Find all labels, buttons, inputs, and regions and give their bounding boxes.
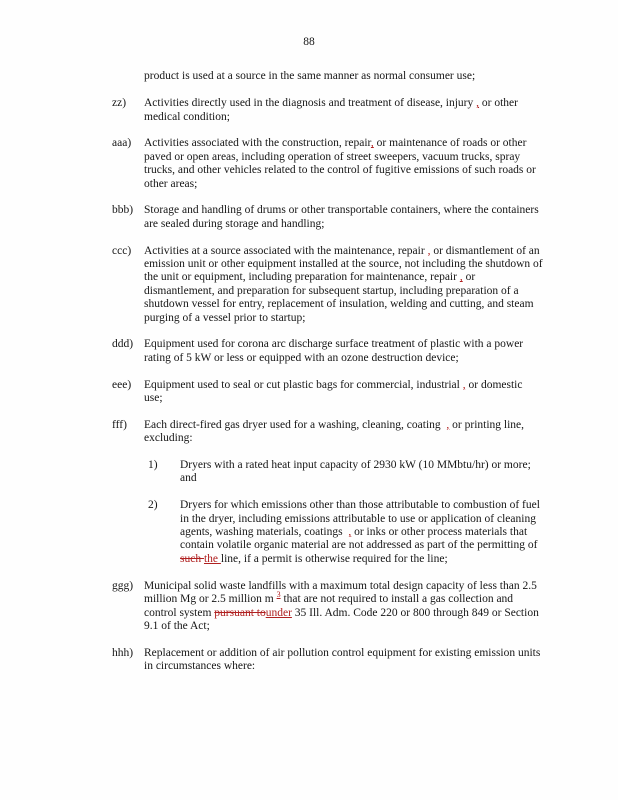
list-item — [112, 379, 543, 406]
list-item — [112, 647, 543, 674]
item-body — [144, 580, 543, 634]
text-run: or inks or other process materials that contain volatile organic material are not addressed as part of the permitting of — [180, 526, 541, 552]
text-run: Dryers for which emissions other than those attributable to combustion of fuel in the dryer, including emissions attributable to use or application of cleaning agents, washing materials, coatings — [180, 499, 543, 539]
text-run: that are not required to install a gas collection and control system — [144, 593, 516, 619]
item-label: ccc) — [112, 244, 132, 257]
text-run: or other medical condition; — [144, 97, 521, 123]
item-label: hhh) — [112, 646, 134, 659]
text-run: or printing line, excluding: — [144, 418, 527, 445]
item-text — [144, 244, 546, 325]
items-list — [112, 97, 546, 673]
deleted-text: pursuant to — [214, 606, 266, 619]
inserted-text: , — [476, 97, 480, 110]
item-label: aaa) — [112, 137, 132, 150]
text-run: Activities associated with the construction, repair — [144, 137, 371, 150]
item-body — [144, 419, 543, 566]
text-run: Replacement or addition of air pollution control equipment for existing emission units in circumstances where: — [144, 646, 544, 673]
text-run: line, if a permit is otherwise required for the line; — [220, 552, 448, 565]
list-item — [112, 580, 543, 634]
inserted-text: , — [348, 526, 352, 539]
text-run: or dismantlement of an emission unit or other equipment installed at the source, not including the shutdown of the unit or equipment, including preparation for maintenance, repair — [144, 244, 546, 284]
text-run: Municipal solid waste landfills with a maximum total design capacity of less than 2.5 million Mg or 2.5 million m — [144, 579, 540, 606]
item-text — [144, 338, 543, 365]
item-label: ddd) — [112, 338, 134, 351]
inserted-text: , — [446, 418, 450, 431]
sub-list-item — [144, 499, 543, 566]
item-text — [144, 204, 543, 231]
text-run: or dismantlement, and preparation for subsequent startup, including preparation of a shutdown vessel for entry, replacement of insulation, welding and cutting, and steam purging of a vessel prior to startup; — [144, 271, 537, 324]
inserted-text: , — [370, 137, 374, 150]
inserted-text: 3 — [276, 590, 281, 600]
item-label: fff) — [112, 418, 127, 431]
list-item — [112, 204, 543, 231]
item-label: ggg) — [112, 579, 134, 592]
item-body — [144, 97, 543, 124]
text-run: or maintenance of roads or other paved or open areas, including operation of street sweepers, vacuum trucks, spray trucks, and other vehicles related to the control of fugitive emissions of such roads or other areas; — [144, 137, 539, 190]
item-label: eee) — [112, 378, 132, 391]
item-body — [144, 647, 543, 674]
item-body — [144, 338, 543, 365]
text-run: Equipment used to seal or cut plastic bags for commercial, industrial — [144, 378, 463, 391]
item-text — [144, 419, 543, 446]
page-number: 88 — [303, 36, 315, 48]
text-run: Equipment used for corona arc discharge surface treatment of plastic with a power rating of 5 kW or less or equipped with an ozone destruction device; — [144, 338, 527, 364]
item-label: zz) — [112, 97, 127, 110]
inserted-text: , — [427, 244, 431, 257]
continuation-text: product is used at a source in the same manner as normal consumer use; — [144, 70, 476, 83]
item-text — [144, 580, 543, 634]
deleted-text: such — [180, 552, 204, 565]
list-item — [112, 419, 543, 566]
text-run: Dryers with a rated heat input capacity of 2930 kW (10 MMbtu/hr) or more; and — [180, 459, 534, 485]
item-text — [144, 137, 543, 191]
item-text — [144, 97, 543, 124]
inserted-text: , — [462, 378, 466, 391]
item-body — [144, 137, 543, 191]
text-run: Each direct-fired gas dryer used for a washing, cleaning, coating — [144, 418, 447, 431]
document-content — [112, 70, 546, 673]
text-run: 35 Ill. Adm. Code 220 or 800 through 849 or Section 9.1 of the Act; — [144, 606, 542, 632]
subitem-body — [180, 499, 543, 566]
list-item — [112, 137, 543, 191]
subitem-body — [180, 459, 543, 486]
item-text — [144, 379, 543, 406]
text-run: or domestic use; — [144, 378, 526, 405]
subitem-label: 1) — [148, 459, 158, 472]
item-body — [144, 204, 543, 231]
subitem-text — [180, 499, 543, 566]
item-text — [144, 647, 543, 674]
text-run: Activities directly used in the diagnosis and treatment of disease, injury — [144, 97, 477, 110]
list-item — [112, 244, 546, 325]
list-item — [112, 97, 543, 124]
subitem-text — [180, 459, 543, 486]
sub-list-item — [144, 459, 543, 486]
text-run: Storage and handling of drums or other transportable containers, where the containers are sealed during storage and handling; — [144, 204, 542, 230]
inserted-text: , — [459, 271, 463, 284]
inserted-text: the — [203, 552, 221, 565]
text-run: Activities at a source associated with the maintenance, repair — [144, 244, 428, 257]
item-body — [144, 244, 546, 325]
item-body — [144, 379, 543, 406]
list-item — [112, 338, 543, 365]
item-label: bbb) — [112, 204, 134, 217]
subitem-label: 2) — [148, 499, 158, 512]
inserted-text: under — [265, 606, 292, 619]
